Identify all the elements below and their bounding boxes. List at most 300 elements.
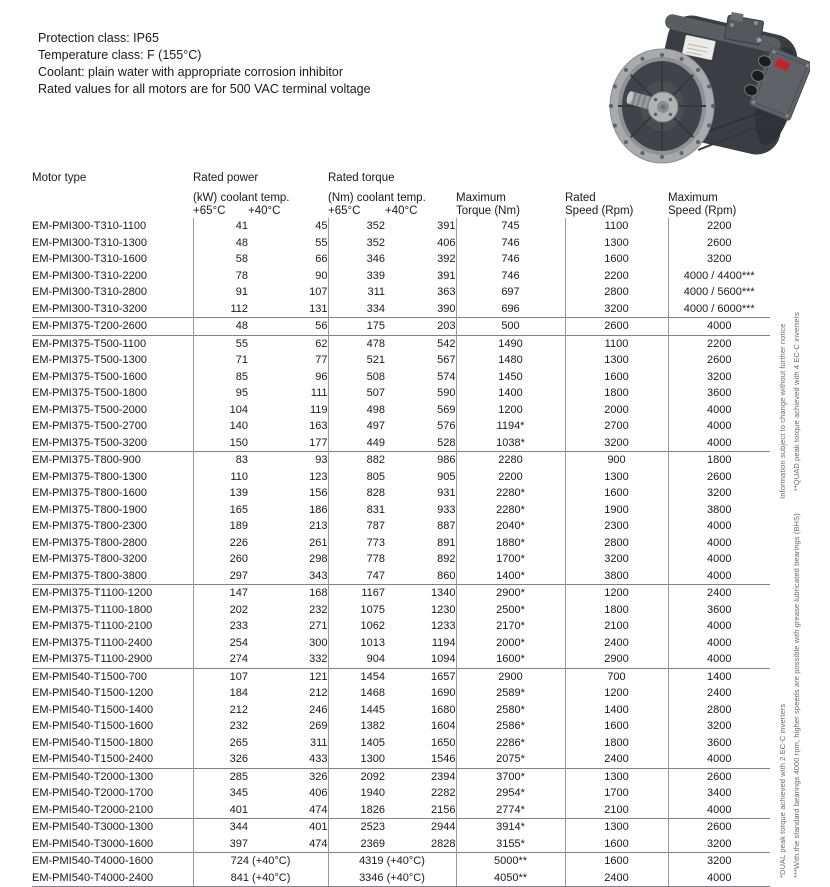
- motor-type-cell: EM-PMI540-T4000-2400: [32, 870, 193, 887]
- value-cell: 787: [328, 518, 385, 535]
- footnote-bearings: ***With the standard bearings 4000 rpm, higher speeds are possible with grease lubricated bearings (BHS): [792, 513, 801, 878]
- value-cell: 590: [437, 387, 456, 399]
- value-cell: 1300: [328, 751, 385, 768]
- table-row: [32, 284, 770, 301]
- value-cell: 261: [309, 536, 328, 549]
- value-cell: 746: [456, 235, 565, 252]
- value-cell: 352: [328, 218, 385, 235]
- value-cell: 4000 / 4400***: [668, 268, 770, 285]
- value-cell: 746: [456, 251, 565, 268]
- value-cell: 91: [193, 284, 248, 301]
- value-cell: 905: [437, 470, 456, 483]
- table-row: [32, 568, 770, 585]
- value-cell: 4000: [668, 651, 770, 668]
- table-row: [32, 369, 770, 386]
- value-cell: 1400: [668, 668, 770, 685]
- value-cell: 2400: [565, 635, 668, 652]
- value-cell: 3346 (+40°C): [328, 870, 456, 887]
- value-cell: 85: [193, 369, 248, 386]
- intro-text-block: [38, 30, 371, 98]
- value-cell: 2589*: [456, 685, 565, 702]
- motor-type-cell: EM-PMI375-T500-3200: [32, 436, 147, 449]
- header-power-unit: (kW) coolant temp.: [193, 192, 290, 204]
- value-cell: 2586*: [456, 718, 565, 735]
- value-cell: 232: [309, 603, 328, 616]
- table-row: [32, 768, 770, 785]
- value-cell: 107: [309, 286, 328, 298]
- table-row: [32, 235, 770, 252]
- header-max-torque-1: Maximum: [456, 192, 506, 204]
- motor-type-cell: EM-PMI540-T1500-700: [32, 668, 193, 685]
- value-cell: 311: [309, 736, 328, 749]
- value-cell: 507: [328, 385, 385, 402]
- value-cell: 773: [328, 535, 385, 552]
- shaft-hub: [648, 92, 678, 122]
- value-cell: 1657: [385, 668, 456, 685]
- motor-spec-table: [32, 172, 770, 887]
- table-row: [32, 802, 770, 819]
- value-cell: 3600: [668, 735, 770, 752]
- value-cell: 139: [193, 485, 248, 502]
- motor-type-cell: EM-PMI540-T1500-2400: [32, 753, 154, 765]
- motor-type-cell: EM-PMI375-T500-1300: [32, 354, 147, 366]
- value-cell: 83: [193, 452, 248, 469]
- motor-type-cell: EM-PMI375-T800-3200: [32, 553, 147, 565]
- value-cell: 339: [328, 268, 385, 285]
- value-cell: 392: [437, 253, 456, 265]
- value-cell: 111: [310, 387, 328, 399]
- table-row: [32, 251, 770, 268]
- motor-type-cell: EM-PMI375-T1100-2900: [32, 653, 153, 665]
- value-cell: 2828: [431, 837, 456, 850]
- table-row: [32, 318, 770, 336]
- value-cell: 1300: [565, 352, 668, 369]
- table-row: [32, 702, 770, 719]
- value-cell: 778: [328, 551, 385, 568]
- value-cell: 233: [193, 618, 248, 635]
- value-cell: 498: [328, 402, 385, 419]
- value-cell: 177: [309, 436, 328, 449]
- motor-type-cell: EM-PMI375-T200-2600: [32, 318, 193, 336]
- value-cell: 112: [193, 301, 248, 318]
- value-cell: 2600: [668, 235, 770, 252]
- rated-values-line: Rated values for all motors are for 500 VAC terminal voltage: [38, 82, 371, 96]
- value-cell: 45: [315, 220, 328, 232]
- value-cell: 5000**: [456, 853, 565, 870]
- value-cell: 2280*: [456, 485, 565, 502]
- motor-type-cell: EM-PMI375-T800-1600: [32, 487, 147, 499]
- value-cell: 41: [193, 218, 248, 235]
- value-cell: 2700: [565, 418, 668, 435]
- value-cell: 2200: [456, 469, 565, 486]
- value-cell: 1600: [565, 836, 668, 853]
- value-cell: 2300: [565, 518, 668, 535]
- value-cell: 390: [437, 302, 456, 315]
- value-cell: 2600: [565, 318, 668, 336]
- value-cell: 528: [437, 436, 456, 449]
- vertical-footnote-inner: [778, 324, 787, 879]
- value-cell: 2170*: [456, 618, 565, 635]
- motor-type-cell: EM-PMI540-T1500-1600: [32, 720, 154, 732]
- value-cell: 269: [309, 720, 328, 732]
- motor-type-cell: EM-PMI540-T4000-1600: [32, 853, 193, 870]
- value-cell: 1800: [565, 385, 668, 402]
- value-cell: 831: [328, 502, 385, 519]
- value-cell: 3200: [565, 301, 668, 318]
- table-row: [32, 335, 770, 352]
- motor-type-cell: EM-PMI300-T310-3200: [32, 302, 147, 315]
- value-cell: 4050**: [456, 870, 565, 887]
- motor-type-cell: EM-PMI375-T500-1600: [32, 370, 147, 383]
- value-cell: 1600: [565, 485, 668, 502]
- value-cell: 345: [193, 785, 248, 802]
- value-cell: 2900: [565, 651, 668, 668]
- value-cell: 1680: [431, 703, 456, 716]
- value-cell: 2400: [668, 585, 770, 602]
- table-row: [32, 853, 770, 870]
- value-cell: 900: [565, 452, 668, 469]
- value-cell: 2369: [328, 836, 385, 853]
- value-cell: 1038*: [456, 435, 565, 452]
- value-cell: 4000: [668, 870, 770, 887]
- value-cell: 2092: [328, 768, 385, 785]
- header-rated-power: Rated power: [193, 172, 259, 184]
- value-cell: 265: [193, 735, 248, 752]
- protection-class-line: Protection class: IP65: [38, 31, 159, 45]
- value-cell: 2800: [668, 702, 770, 719]
- value-cell: 574: [437, 370, 456, 383]
- motor-type-cell: EM-PMI375-T800-900: [32, 452, 193, 469]
- value-cell: 1230: [431, 603, 456, 616]
- value-cell: 212: [193, 702, 248, 719]
- value-cell: 2394: [385, 768, 456, 785]
- value-cell: 332: [309, 653, 328, 665]
- value-cell: 3800: [668, 502, 770, 519]
- value-cell: 175: [328, 318, 385, 336]
- spec-table-header: [32, 172, 770, 218]
- value-cell: 93: [248, 452, 328, 469]
- motor-type-cell: EM-PMI375-T1100-2400: [32, 636, 153, 649]
- value-cell: 904: [328, 651, 385, 668]
- motor-type-cell: EM-PMI540-T1500-1800: [32, 736, 154, 749]
- value-cell: 2523: [328, 819, 385, 836]
- value-cell: 2944: [385, 819, 456, 836]
- table-row: [32, 618, 770, 635]
- value-cell: 77: [315, 354, 328, 366]
- value-cell: 746: [456, 268, 565, 285]
- value-cell: 724 (+40°C): [193, 853, 328, 870]
- value-cell: 48: [193, 318, 248, 336]
- value-cell: 892: [437, 553, 456, 565]
- value-cell: 2286*: [456, 735, 565, 752]
- value-cell: 156: [309, 487, 328, 499]
- motor-type-cell: EM-PMI375-T1100-1200: [32, 585, 193, 602]
- value-cell: 3200: [668, 251, 770, 268]
- motor-type-cell: EM-PMI540-T2000-2100: [32, 803, 154, 816]
- value-cell: 119: [309, 403, 328, 416]
- value-cell: 1468: [328, 685, 385, 702]
- table-row: [32, 735, 770, 752]
- value-cell: 1100: [565, 335, 668, 352]
- value-cell: 1880*: [456, 535, 565, 552]
- value-cell: 1300: [565, 819, 668, 836]
- value-cell: 521: [328, 352, 385, 369]
- value-cell: 1800: [565, 735, 668, 752]
- value-cell: 1075: [328, 602, 385, 619]
- value-cell: 1800: [668, 452, 770, 469]
- value-cell: 3400: [668, 785, 770, 802]
- value-cell: 55: [193, 335, 248, 352]
- value-cell: 1490: [456, 335, 565, 352]
- value-cell: 1445: [328, 702, 385, 719]
- value-cell: 474: [309, 837, 328, 850]
- value-cell: 2600: [668, 352, 770, 369]
- value-cell: 107: [193, 668, 248, 685]
- value-cell: 110: [193, 469, 248, 486]
- header-torque-65: +65°C: [328, 205, 361, 217]
- table-row: [32, 751, 770, 768]
- motor-type-cell: EM-PMI300-T310-1300: [32, 236, 147, 249]
- value-cell: 1604: [431, 720, 456, 732]
- table-row: [32, 385, 770, 402]
- value-cell: 326: [248, 768, 328, 785]
- table-row: [32, 602, 770, 619]
- value-cell: 567: [437, 354, 456, 366]
- value-cell: 2100: [565, 618, 668, 635]
- value-cell: 95: [193, 385, 248, 402]
- value-cell: 576: [437, 420, 456, 432]
- value-cell: 300: [309, 636, 328, 649]
- value-cell: 147: [193, 585, 248, 602]
- value-cell: 1800: [565, 602, 668, 619]
- motor-type-cell: EM-PMI375-T500-1100: [32, 335, 193, 352]
- value-cell: 406: [309, 787, 328, 799]
- table-row: [32, 651, 770, 668]
- value-cell: 2400: [668, 685, 770, 702]
- table-row: [32, 469, 770, 486]
- value-cell: 401: [193, 802, 248, 819]
- value-cell: 140: [193, 418, 248, 435]
- value-cell: 2200: [565, 268, 668, 285]
- header-torque-40: +40°C: [385, 205, 418, 217]
- value-cell: 4000: [668, 435, 770, 452]
- value-cell: 1450: [456, 369, 565, 386]
- value-cell: 90: [315, 269, 328, 282]
- table-row: [32, 870, 770, 887]
- header-motor-type: Motor type: [32, 172, 87, 184]
- value-cell: 1200: [565, 585, 668, 602]
- header-max-speed-1: Maximum: [668, 192, 718, 204]
- motor-type-cell: EM-PMI375-T800-1900: [32, 503, 147, 516]
- value-cell: 3200: [668, 485, 770, 502]
- value-cell: 2040*: [456, 518, 565, 535]
- value-cell: 1600: [565, 369, 668, 386]
- value-cell: 4000: [668, 635, 770, 652]
- value-cell: 3914*: [456, 819, 565, 836]
- motor-type-cell: EM-PMI375-T500-2000: [32, 403, 147, 416]
- value-cell: 497: [328, 418, 385, 435]
- value-cell: 3200: [565, 551, 668, 568]
- value-cell: 4000: [668, 551, 770, 568]
- value-cell: 212: [309, 687, 328, 699]
- value-cell: 3600: [668, 385, 770, 402]
- value-cell: 3200: [668, 369, 770, 386]
- value-cell: 3200: [565, 435, 668, 452]
- value-cell: 274: [193, 651, 248, 668]
- value-cell: 1233: [431, 620, 456, 632]
- value-cell: 311: [328, 284, 385, 301]
- table-row: [32, 718, 770, 735]
- table-row: [32, 518, 770, 535]
- value-cell: 887: [437, 520, 456, 532]
- value-cell: 745: [456, 218, 565, 235]
- value-cell: 1300: [565, 469, 668, 486]
- motor-type-cell: EM-PMI375-T800-1300: [32, 470, 147, 483]
- value-cell: 891: [437, 536, 456, 549]
- value-cell: 1400*: [456, 568, 565, 585]
- table-row: [32, 402, 770, 419]
- value-cell: 66: [315, 253, 328, 265]
- value-cell: 2774*: [456, 802, 565, 819]
- value-cell: 346: [328, 251, 385, 268]
- value-cell: 163: [309, 420, 328, 432]
- value-cell: 1940: [328, 785, 385, 802]
- value-cell: 1400: [456, 385, 565, 402]
- value-cell: 2600: [668, 768, 770, 785]
- value-cell: 406: [437, 236, 456, 249]
- value-cell: 1300: [565, 768, 668, 785]
- table-row: [32, 819, 770, 836]
- value-cell: 3200: [668, 718, 770, 735]
- table-row: [32, 435, 770, 452]
- value-cell: 186: [309, 503, 328, 516]
- motor-type-cell: EM-PMI540-T3000-1600: [32, 837, 154, 850]
- value-cell: 2280: [456, 452, 565, 469]
- value-cell: 397: [193, 836, 248, 853]
- value-cell: 3600: [668, 602, 770, 619]
- value-cell: 500: [456, 318, 565, 336]
- value-cell: 150: [193, 435, 248, 452]
- table-row: [32, 685, 770, 702]
- footnote-dual: *DUAL peak torque achieved with 2 EC-C inverters: [778, 703, 787, 878]
- value-cell: 202: [193, 602, 248, 619]
- header-power-65: +65°C: [193, 205, 226, 217]
- motor-type-cell: EM-PMI300-T310-1100: [32, 220, 147, 232]
- value-cell: 121: [248, 668, 328, 685]
- value-cell: 285: [193, 768, 248, 785]
- value-cell: 2000*: [456, 635, 565, 652]
- header-max-torque-2: Torque (Nm): [456, 205, 520, 217]
- value-cell: 542: [385, 335, 456, 352]
- temperature-class-line: Temperature class: F (155°C): [38, 48, 202, 62]
- table-row: [32, 551, 770, 568]
- value-cell: 123: [309, 470, 328, 483]
- value-cell: 131: [309, 302, 328, 315]
- value-cell: 931: [437, 487, 456, 499]
- top-bracket: [724, 12, 764, 45]
- value-cell: 401: [248, 819, 328, 836]
- value-cell: 747: [328, 568, 385, 585]
- value-cell: 700: [565, 668, 668, 685]
- motor-type-cell: EM-PMI540-T3000-1300: [32, 819, 193, 836]
- motor-type-cell: EM-PMI375-T800-2800: [32, 536, 147, 549]
- value-cell: 2200: [668, 218, 770, 235]
- value-cell: 1200: [565, 685, 668, 702]
- table-row: [32, 502, 770, 519]
- value-cell: 58: [193, 251, 248, 268]
- value-cell: 1167: [328, 585, 385, 602]
- value-cell: 391: [437, 269, 456, 282]
- value-cell: 2156: [431, 803, 456, 816]
- value-cell: 165: [193, 502, 248, 519]
- value-cell: 1100: [565, 218, 668, 235]
- table-row: [32, 418, 770, 435]
- motor-type-cell: EM-PMI300-T310-1600: [32, 253, 147, 265]
- value-cell: 1900: [565, 502, 668, 519]
- table-row: [32, 836, 770, 853]
- table-row: [32, 485, 770, 502]
- value-cell: 1454: [328, 668, 385, 685]
- spec-table-body: [32, 218, 770, 887]
- footnote-info: Information subject to change without further notice: [778, 323, 787, 499]
- value-cell: 569: [437, 403, 456, 416]
- motor-type-cell: EM-PMI375-T800-2300: [32, 520, 147, 532]
- value-cell: 2954*: [456, 785, 565, 802]
- header-rated-torque: Rated torque: [328, 172, 395, 184]
- value-cell: 62: [248, 335, 328, 352]
- value-cell: 2280*: [456, 502, 565, 519]
- value-cell: 391: [437, 220, 456, 232]
- value-cell: 1690: [431, 687, 456, 699]
- value-cell: 2075*: [456, 751, 565, 768]
- motor-type-cell: EM-PMI375-T500-1800: [32, 387, 147, 399]
- value-cell: 696: [456, 301, 565, 318]
- motor-type-cell: EM-PMI300-T310-2800: [32, 286, 147, 298]
- value-cell: 213: [309, 520, 328, 532]
- value-cell: 805: [328, 469, 385, 486]
- value-cell: 334: [328, 301, 385, 318]
- value-cell: 271: [309, 620, 328, 632]
- value-cell: 4000: [668, 568, 770, 585]
- value-cell: 1600*: [456, 651, 565, 668]
- value-cell: 189: [193, 518, 248, 535]
- value-cell: 1013: [328, 635, 385, 652]
- value-cell: 1062: [328, 618, 385, 635]
- motor-type-cell: EM-PMI375-T1100-1800: [32, 603, 153, 616]
- value-cell: 1826: [328, 802, 385, 819]
- value-cell: 2400: [565, 870, 668, 887]
- value-cell: 344: [193, 819, 248, 836]
- value-cell: 298: [309, 553, 328, 565]
- value-cell: 4000: [668, 802, 770, 819]
- value-cell: 474: [309, 803, 328, 816]
- value-cell: 2100: [565, 802, 668, 819]
- value-cell: 184: [193, 685, 248, 702]
- value-cell: 2600: [668, 819, 770, 836]
- value-cell: 3200: [668, 836, 770, 853]
- value-cell: 933: [437, 503, 456, 516]
- value-cell: 55: [315, 236, 328, 249]
- motor-type-cell: EM-PMI375-T800-3800: [32, 569, 147, 582]
- value-cell: 4000 / 5600***: [668, 284, 770, 301]
- table-row: [32, 218, 770, 235]
- value-cell: 508: [328, 369, 385, 386]
- value-cell: 828: [328, 485, 385, 502]
- footnote-quad: **QUAD peak torque achieved with 4 EC-C inverters: [792, 312, 801, 492]
- value-cell: 232: [193, 718, 248, 735]
- motor-photo: [598, 10, 810, 168]
- value-cell: 1546: [431, 753, 456, 765]
